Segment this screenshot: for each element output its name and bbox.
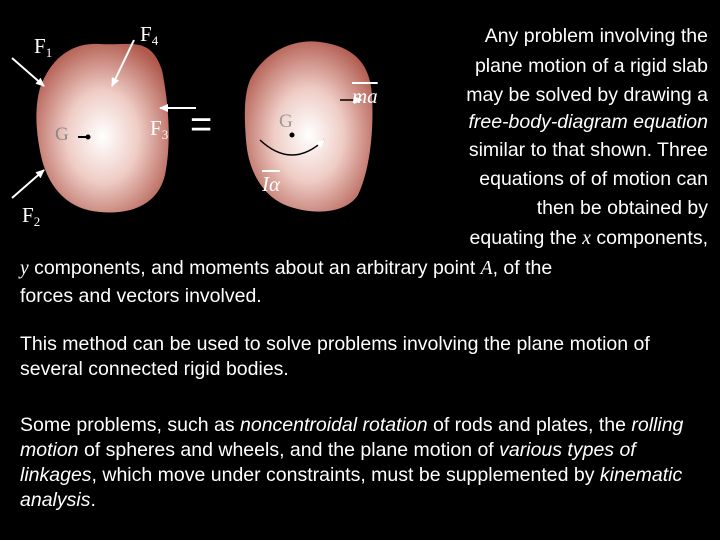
intro-line-2: plane motion of a rigid slab [474,55,708,77]
intro-line-1: Any problem involving the [484,25,708,47]
intro-line-4 [468,110,708,135]
g-right-label: G [279,111,293,132]
f4-label-sub: 4 [151,33,159,48]
equals-sign: = [190,104,213,146]
intro-line-4-italic: free-body-diagram equation [468,111,708,133]
f2-label-sub: 2 [33,214,41,229]
para3-linkages: various types of linkages [20,439,636,486]
ma-label [352,86,378,107]
f1-arrow [12,58,44,86]
intro-line-9 [20,256,552,281]
f2-label [22,205,40,228]
f1-label-main: F [34,34,46,58]
para3-kinematic: kinematic analysis [20,464,683,511]
line8-b: components, [590,227,708,249]
f4-label [140,24,158,47]
line8-a: equating the [469,227,583,249]
para3-b: of rods and plates, the [427,414,632,436]
line9-a: components, and moments about an arbitrary point [28,257,481,279]
intro-line-5: similar to that shown. Three [468,139,708,161]
intro-line-6: equations of of motion can [479,168,708,190]
f3-label [150,118,168,141]
para3-e: . [90,489,96,511]
line9-y: y [20,258,29,279]
intro-line-7: then be obtained by [536,197,708,219]
line9-A: A [480,258,493,279]
para3-c: of spheres and wheels, and the plane motion of [78,439,500,461]
ialpha-text: $\overline{I\alpha}$ [262,172,281,196]
intro-line-8 [470,226,709,251]
para3-a: Some problems, such as [20,414,241,436]
method-paragraph: This method can be used to solve problems involving the plane motion of several connected rigid bodies. [20,333,650,380]
f2-arrow [12,170,44,198]
ma-text: $\overline{ma}$ [352,84,378,108]
kinematic-paragraph [20,413,710,513]
f3-label-main: F [150,116,162,140]
ialpha-label [262,174,280,195]
f4-label-main: F [140,22,152,46]
g-right-marker [290,133,295,138]
f1-label-sub: 1 [45,45,53,60]
para3-noncentroidal: noncentroidal rotation [240,414,428,436]
line9-b: , of the [492,257,553,279]
intro-line-3: may be solved by drawing a [466,84,708,106]
f1-label [34,36,52,59]
g-left-label: G [55,124,69,145]
para3-rolling: rolling motion [20,414,684,461]
para3-d: , which move under constraints, must be supplemented by [91,464,600,486]
f3-label-sub: 3 [161,127,169,142]
intro-line-10: forces and vectors involved. [20,285,262,307]
line8-x: x [582,228,591,249]
f2-label-main: F [22,203,34,227]
